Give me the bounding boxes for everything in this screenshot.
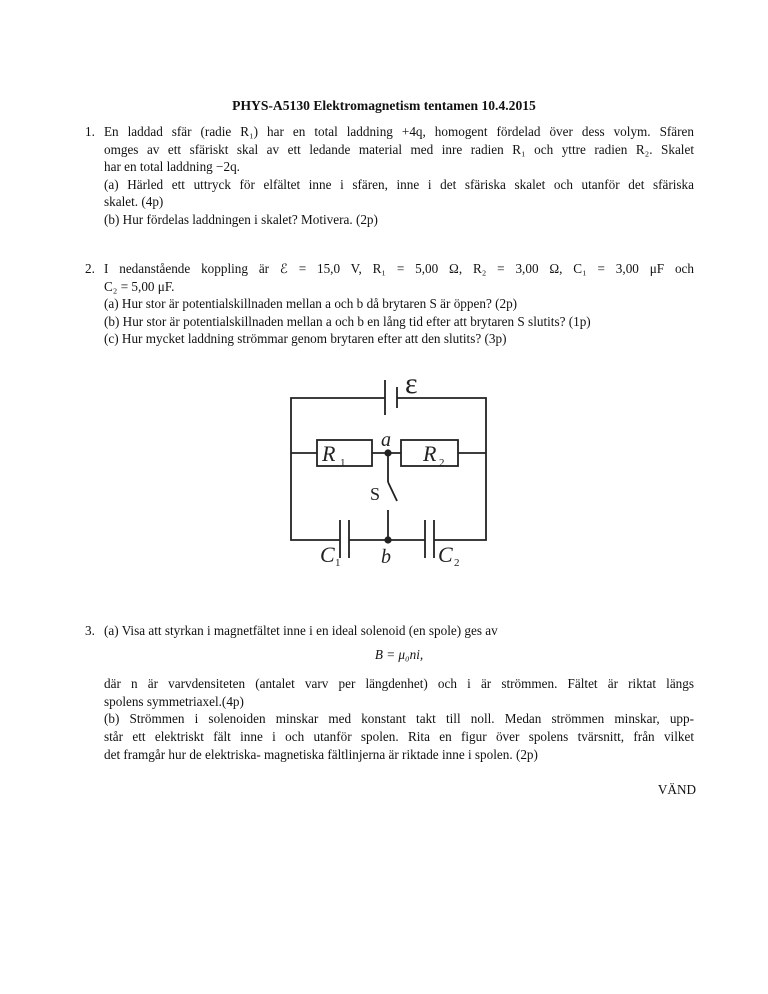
resistor-r2-subscript: 2 [439, 457, 445, 469]
text-line: (b) Strömmen i solenoiden minskar med konstant takt till noll. Medan strömmen minskar, upp- [104, 711, 694, 727]
switch-blade [388, 482, 397, 501]
question-number: 1. [85, 124, 95, 139]
text-line: (a) Hur stor är potentialskillnaden mellan a och b då brytaren S är öppen? (2p) [104, 296, 518, 312]
text-line: omges av ett sfäriskt skal av ett ledande material med inre radien R₁ och yttre radien R₂. Skalet [104, 141, 694, 157]
emf-label: ε [405, 367, 418, 400]
text-line: skalet. (4p) [104, 194, 164, 210]
text-line: (a) Härled ett uttryck för elfältet inne i sfären, inne i det sfäriska skalet och utanför det sfäriska [104, 176, 694, 192]
page-title: PHYS-A5130 Elektromagnetism tentamen 10.4.2015 [232, 98, 536, 113]
node-b-label: b [381, 546, 391, 568]
capacitor-c2-label: C [438, 542, 453, 567]
text-line: I nedanstående koppling är ℰ = 15,0 V, R₁ = 5,00 Ω, R₂ = 3,00 Ω, C₁ = 3,00 μF och [104, 261, 694, 276]
question-3 [85, 622, 694, 763]
wire [397, 398, 486, 540]
turn-page-note: VÄND [657, 782, 696, 797]
resistor-r1-subscript: 1 [340, 457, 346, 469]
node-b-dot [384, 536, 391, 543]
text-line: En laddad sfär (radie R₁) har en total laddning +4q, homogent fördelad över dess volym. Sfären [104, 124, 694, 139]
resistor-r2-label: R [423, 441, 437, 466]
text-line: det framgår hur de elektriska- magnetiska fältlinjerna är riktade inne i spolen. (2p) [104, 746, 538, 762]
node-a-label: a [381, 429, 391, 451]
equation: B = μ₀ni, [374, 646, 424, 662]
resistor-r1-label: R [322, 441, 336, 466]
text-line: (a) Visa att styrkan i magnetfältet inne i en ideal solenoid (en spole) ges av [104, 623, 498, 638]
text-line: C₂ = 5,00 μF. [104, 278, 175, 294]
text-line: (b) Hur stor är potentialskillnaden mellan a och b en lång tid efter att brytaren S slutits? (1p) [104, 313, 591, 329]
text-line: (b) Hur fördelas laddningen i skalet? Motivera. (2p) [104, 211, 378, 227]
capacitor-c2-subscript: 2 [454, 557, 460, 569]
capacitor-c1-subscript: 1 [335, 557, 341, 569]
text-line: står ett elektriskt fält inne i och utanför spolen. Rita en figur över spolens tvärsnitt, från vilket [104, 728, 694, 744]
text-line: (c) Hur mycket laddning strömmar genom brytaren efter att den slutits? (3p) [104, 331, 507, 347]
switch-label: S [370, 484, 381, 504]
wire [291, 398, 385, 540]
text-line: har en total laddning −2q. [104, 159, 240, 175]
capacitor-c1-label: C [320, 542, 335, 567]
question-number: 2. [85, 261, 95, 276]
text-line: där n är varvdensiteten (antalet varv per längdenhet) och i är strömmen. Fältet är riktat längs [104, 676, 694, 692]
text-line: spolens symmetriaxel.(4p) [104, 693, 244, 709]
question-number: 3. [85, 623, 95, 638]
